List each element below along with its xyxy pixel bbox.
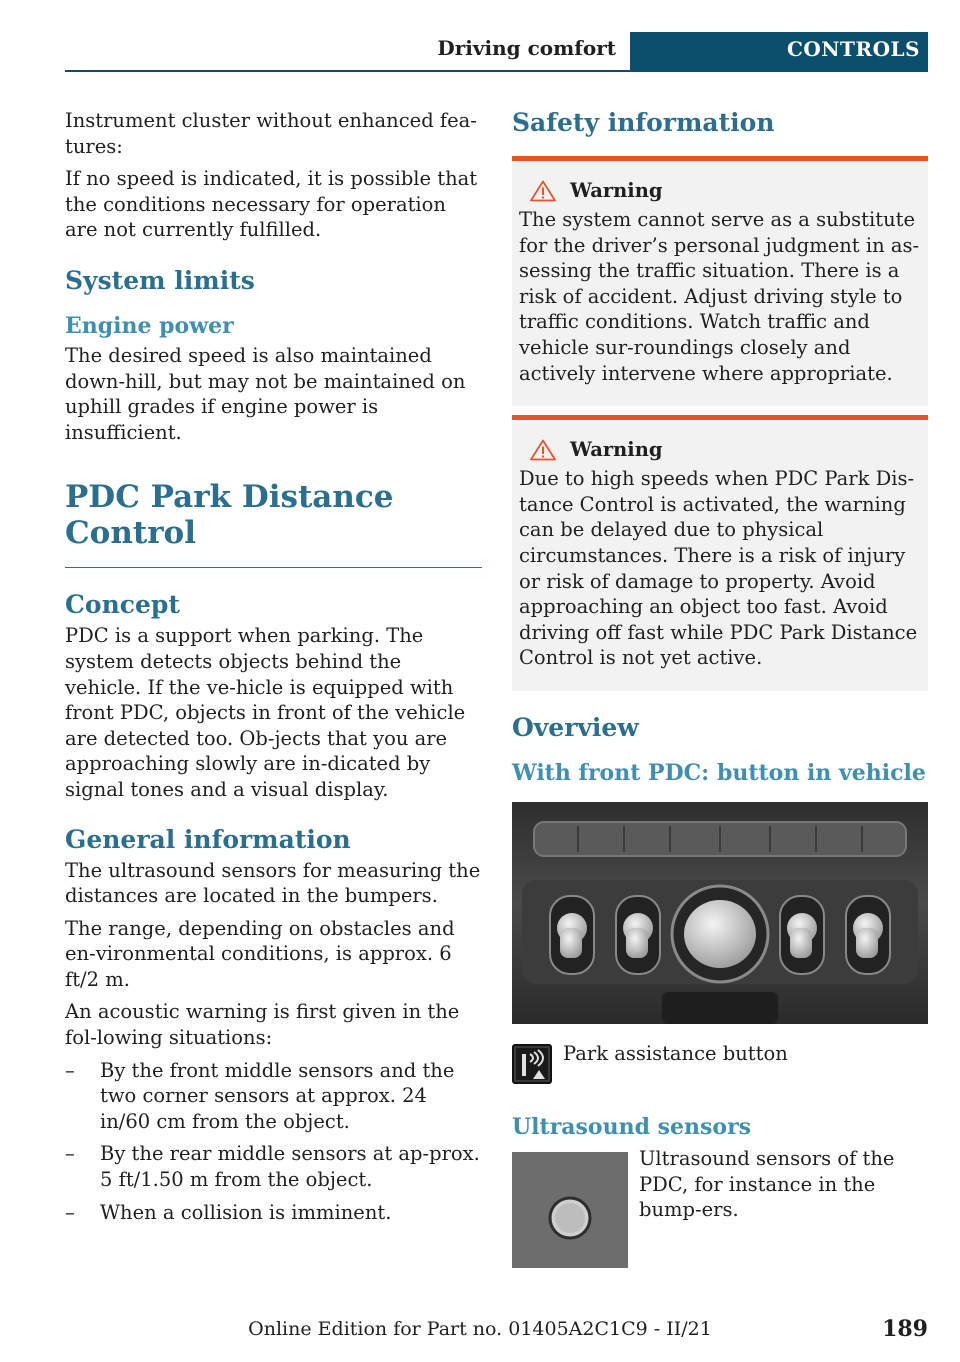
warning-situations-list [65, 1058, 482, 1226]
warning-title: Warning [570, 179, 663, 202]
heading-general-information: General information [65, 824, 351, 854]
button-legend [512, 1041, 928, 1084]
list-dash: – [65, 1058, 75, 1082]
edition-note: Online Edition for Part no. 01405A2C1C9 - II/21 [248, 1318, 712, 1340]
heading-ultrasound-sensors: Ultrasound sensors [512, 1113, 752, 1140]
heading-safety-information: Safety information [512, 108, 775, 137]
page-header [65, 32, 928, 72]
list-item-text: By the front middle sensors and the two corner sensors at approx. 24 in/60 cm from the object. [100, 1058, 455, 1133]
paragraph-acoustic-warning: An acoustic warning is first given in the fol‐lowing situations: [65, 1000, 460, 1050]
sensor-caption: Ultrasound sensors of the PDC, for instance in the bump‐ers. [639, 1146, 895, 1222]
heading-pdc: PDC Park Distance Control [65, 479, 394, 552]
warning-text: Due to high speeds when PDC Park Dis‐tance Control is activated, the warning can be delayed due to physical circumstances. There is a risk of injury or risk of damage to property. Avoid approaching an object too fast. Avoid driving off fast while PDC Park Distance Control is not yet active. [519, 467, 918, 670]
header-rule [65, 70, 631, 72]
park-assist-caption: Park assistance button [563, 1041, 788, 1065]
paragraph-concept: PDC is a support when parking. The system detects objects behind the vehicle. If the ve‐hicle is equipped with front PDC, objects in front of the vehicle are detected too. Ob‐jects that you are approaching slowly are in‐dicated by signal tones and a visual display. [65, 624, 466, 801]
warning-box [512, 415, 928, 691]
sensor-photo [512, 1152, 628, 1268]
heading-overview: Overview [512, 712, 639, 742]
header-section-title: Driving comfort [437, 36, 616, 60]
warning-header [519, 179, 920, 202]
vehicle-console-photo [512, 802, 928, 1024]
list-item [65, 1058, 482, 1135]
heading-engine-power: Engine power [65, 312, 234, 339]
list-dash: – [65, 1142, 75, 1166]
right-column [512, 108, 928, 1268]
list-item-text: When a collision is imminent. [100, 1200, 392, 1224]
paragraph-engine-power: The desired speed is also maintained down‐hill, but may not be maintained on uphill grades if engine power is insufficient. [65, 343, 466, 444]
warning-triangle-icon [530, 439, 556, 461]
sensor-legend [512, 1146, 928, 1268]
heading-concept: Concept [65, 590, 180, 620]
list-item-text: By the rear middle sensors at ap‐prox. 5 ft/1.50 m from the object. [100, 1142, 480, 1192]
warning-header [519, 438, 920, 461]
heading-system-limits: System limits [65, 265, 255, 295]
heading-rule [65, 567, 482, 568]
paragraph-cluster: Instrument cluster without enhanced fea‐tures: [65, 109, 477, 158]
paragraph-range: The range, depending on obstacles and en‐vironmental conditions, is approx. 6 ft/2 m. [65, 916, 455, 991]
console-illustration [512, 802, 928, 1024]
park-assist-button-icon [512, 1044, 552, 1084]
header-chapter-tab: CONTROLS [630, 32, 928, 72]
warning-triangle-icon [530, 180, 556, 202]
warning-box [512, 156, 928, 406]
list-dash: – [65, 1200, 75, 1224]
heading-front-pdc: With front PDC: button in vehicle [512, 759, 926, 786]
sensor-illustration [512, 1152, 628, 1268]
warning-title: Warning [570, 438, 663, 462]
paragraph-no-speed: If no speed is indicated, it is possible that the conditions necessary for operation are not currently fulfilled. [65, 167, 478, 242]
list-item [65, 1141, 482, 1192]
list-item [65, 1200, 482, 1226]
paragraph-sensors-location: The ultrasound sensors for measuring the distances are located in the bumpers. [65, 858, 481, 908]
left-column [65, 108, 482, 1232]
warning-text: The system cannot serve as a substitute for the driver’s personal judgment in as‐sessing the traffic situation. There is a risk of accident. Adjust driving style to traffic conditions. Watch traffic and vehicle sur‐roundings closely and actively intervene where appropriate. [519, 208, 920, 385]
page-number: 189 [882, 1316, 928, 1342]
